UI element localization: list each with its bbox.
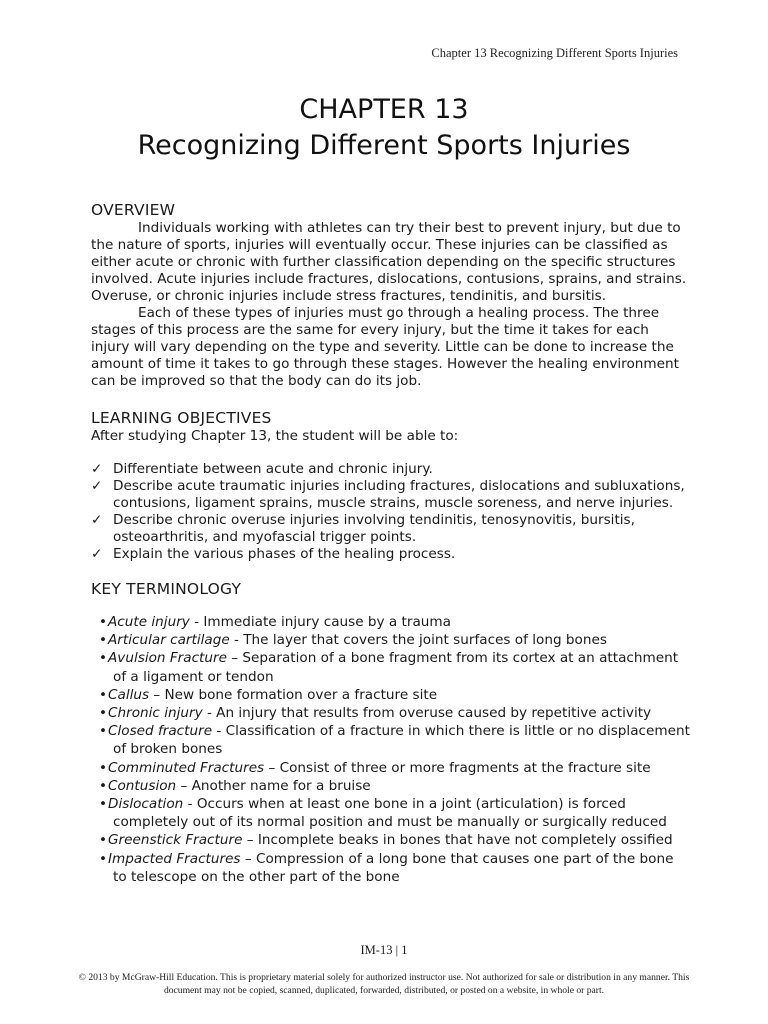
objective-text: Explain the various phases of the healing process.: [113, 546, 456, 562]
term-name: Contusion: [108, 777, 177, 794]
key-terminology-heading: KEY TERMINOLOGY: [91, 580, 242, 598]
term-name: Callus: [108, 686, 150, 703]
chapter-content: [91, 200, 691, 886]
checkmark-icon: ✓: [91, 478, 103, 494]
term-item: [91, 613, 691, 631]
bullet-icon: •: [99, 832, 108, 849]
chapter-title: [0, 92, 768, 164]
term-item: [91, 631, 691, 649]
term-definition: – Consist of three or more fragments at the fracture site: [264, 759, 651, 776]
checkmark-icon: ✓: [91, 461, 103, 477]
bullet-icon: •: [99, 850, 108, 867]
running-header: Chapter 13 Recognizing Different Sports Injuries: [431, 46, 678, 60]
term-name: Comminuted Fractures: [108, 759, 265, 776]
term-name: Closed fracture: [108, 723, 213, 740]
term-item: [91, 795, 691, 831]
objective-item: [91, 512, 691, 546]
term-definition: - An injury that results from overuse caused by repetitive activity: [202, 705, 652, 722]
bullet-icon: •: [99, 777, 108, 794]
bullet-icon: •: [99, 632, 108, 649]
bullet-icon: •: [99, 723, 108, 740]
learning-objectives-heading: LEARNING OBJECTIVES: [91, 409, 272, 427]
term-definition: - The layer that covers the joint surfaces of long bones: [229, 632, 607, 649]
overview-heading: OVERVIEW: [91, 201, 176, 219]
objective-item: [91, 546, 691, 563]
copyright-notice: © 2013 by McGraw-Hill Education. This is proprietary material solely for authorized instructor use. Not authorized for sale or distribution in any manner. This document may not be copied, scanned, duplicated, forwarded, distributed, or posted on a website, in whole or part.: [78, 972, 690, 996]
bullet-icon: •: [99, 796, 108, 813]
checkmark-icon: ✓: [91, 512, 103, 528]
bullet-icon: •: [99, 759, 108, 776]
term-name: Articular cartilage: [108, 632, 230, 649]
term-name: Impacted Fractures: [108, 850, 241, 867]
term-item: [91, 722, 691, 758]
term-item: [91, 649, 691, 685]
term-item: [91, 850, 691, 886]
term-name: Greenstick Fracture: [108, 832, 243, 849]
bullet-icon: •: [99, 686, 108, 703]
term-item: [91, 777, 691, 795]
checkmark-icon: ✓: [91, 546, 103, 562]
key-terminology-section: [91, 579, 691, 886]
learning-objectives-section: [91, 408, 691, 563]
chapter-name: Recognizing Different Sports Injuries: [137, 130, 631, 161]
objective-text: Describe chronic overuse injuries involving tendinitis, tenosynovitis, bursitis, osteoarthritis, and myofascial trigger points.: [113, 512, 635, 545]
overview-paragraph-1: Individuals working with athletes can try their best to prevent injury, but due to the nature of sports, injuries will eventually occur. These injuries can be classified as either acute or chronic with further classification depending on the specific structures involved. Acute injuries include fractures, dislocations, contusions, sprains, and strains. Overuse, or chronic injuries include stress fractures, tendinitis, and bursitis.: [91, 220, 687, 304]
term-item: [91, 831, 691, 849]
term-definition: – Another name for a bruise: [176, 777, 371, 794]
term-definition: – Compression of a long bone that causes one part of the bone to telescope on the other part of the bone: [113, 850, 674, 885]
page-number: IM-13 | 1: [360, 943, 408, 957]
term-item: [91, 704, 691, 722]
term-name: Chronic injury: [108, 705, 203, 722]
learning-objectives-intro: After studying Chapter 13, the student will be able to:: [91, 428, 459, 444]
term-item: [91, 759, 691, 777]
bullet-icon: •: [99, 614, 108, 630]
overview-section: [91, 200, 691, 390]
term-item: [91, 686, 691, 704]
key-terminology-list: [91, 613, 691, 886]
term-definition: - Classification of a fracture in which there is little or no displacement of broken bones: [113, 723, 690, 758]
objective-item: [91, 461, 691, 478]
objective-item: [91, 478, 691, 512]
chapter-number: CHAPTER 13: [299, 94, 469, 125]
term-name: Avulsion Fracture: [108, 650, 227, 667]
learning-objectives-list: [91, 461, 691, 563]
term-definition: - Immediate injury cause by a trauma: [189, 614, 451, 630]
term-definition: – Separation of a bone fragment from its cortex at an attachment of a ligament or tendon: [113, 650, 679, 685]
term-name: Acute injury: [108, 614, 190, 630]
overview-paragraph-2: Each of these types of injuries must go through a healing process. The three stages of this process are the same for every injury, but the time it takes for each injury will vary depending on the type and severity. Little can be done to increase the amount of time it takes to go through these stages. However the healing environment can be improved so that the body can do its job.: [91, 305, 679, 389]
term-definition: – New bone formation over a fracture site: [149, 686, 438, 703]
bullet-icon: •: [99, 705, 108, 722]
term-definition: – Incomplete beaks in bones that have not completely ossified: [242, 832, 673, 849]
term-name: Dislocation: [108, 796, 184, 813]
bullet-icon: •: [99, 650, 108, 667]
objective-text: Differentiate between acute and chronic injury.: [113, 461, 433, 477]
term-definition: - Occurs when at least one bone in a joint (articulation) is forced completely out of its normal position and must be manually or surgically reduced: [113, 796, 667, 831]
objective-text: Describe acute traumatic injuries including fractures, dislocations and subluxations, contusions, ligament sprains, muscle strains, muscle soreness, and nerve injuries.: [113, 478, 685, 511]
